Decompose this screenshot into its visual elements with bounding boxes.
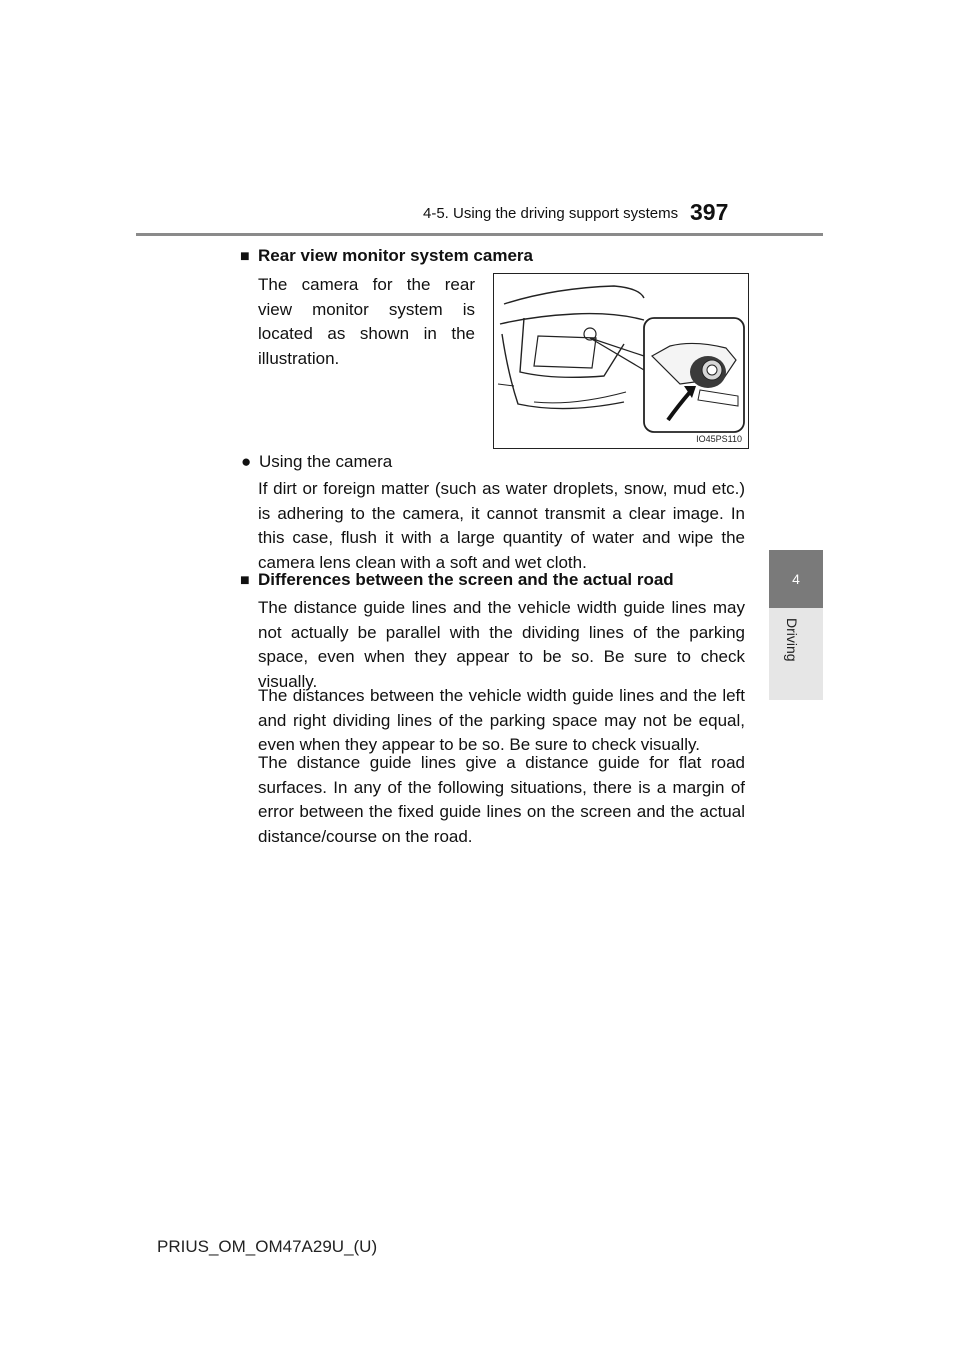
camera-cleaning-text: If dirt or foreign matter (such as water droplets, snow, mud etc.) is adhering to the camera, it cannot transmit a clear image. In this case, flush it with a large quantity of water and wipe the camera lens clean with a soft and wet cloth. — [258, 479, 745, 572]
chapter-label: Driving — [784, 618, 800, 662]
chapter-number: 4 — [769, 550, 823, 608]
page-number: 397 — [690, 199, 729, 225]
square-bullet-icon: ■ — [240, 248, 250, 265]
heading-text: Differences between the screen and the actual road — [258, 570, 674, 589]
differences-paragraph-3: The distance guide lines give a distance guide for flat road surfaces. In any of the following situations, there is a margin of error between the fixed guide lines on the screen and the actual distance/course on the road. — [258, 753, 745, 846]
document-id: PRIUS_OM_OM47A29U_(U) — [157, 1237, 378, 1256]
heading-text: Rear view monitor system camera — [258, 246, 533, 265]
section-title: 4-5. Using the driving support systems — [423, 205, 679, 222]
header-divider — [136, 233, 823, 236]
square-bullet-icon: ■ — [240, 572, 250, 589]
bullet-title: Using the camera — [259, 452, 393, 471]
camera-illustration — [493, 273, 749, 449]
differences-paragraph-2: The distances between the vehicle width guide lines and the left and right dividing lines of the parking space may not be equal, even when they appear to be so. Be sure to check visually. — [258, 686, 745, 754]
differences-paragraph-1: The distance guide lines and the vehicle width guide lines may not actually be parallel with the dividing lines of the parking space, even when they appear to be so. Be sure to check visually. — [258, 598, 745, 691]
circle-bullet-icon: ● — [241, 452, 252, 471]
section-heading-differences — [240, 570, 674, 590]
camera-intro-text: The camera for the rear view monitor system is located as shown in the illustration. — [258, 275, 475, 368]
rear-camera-drawing — [494, 274, 750, 450]
bullet-using-camera — [241, 452, 392, 472]
figure-code: IO45PS110 — [696, 434, 742, 444]
section-heading-camera — [240, 246, 533, 266]
